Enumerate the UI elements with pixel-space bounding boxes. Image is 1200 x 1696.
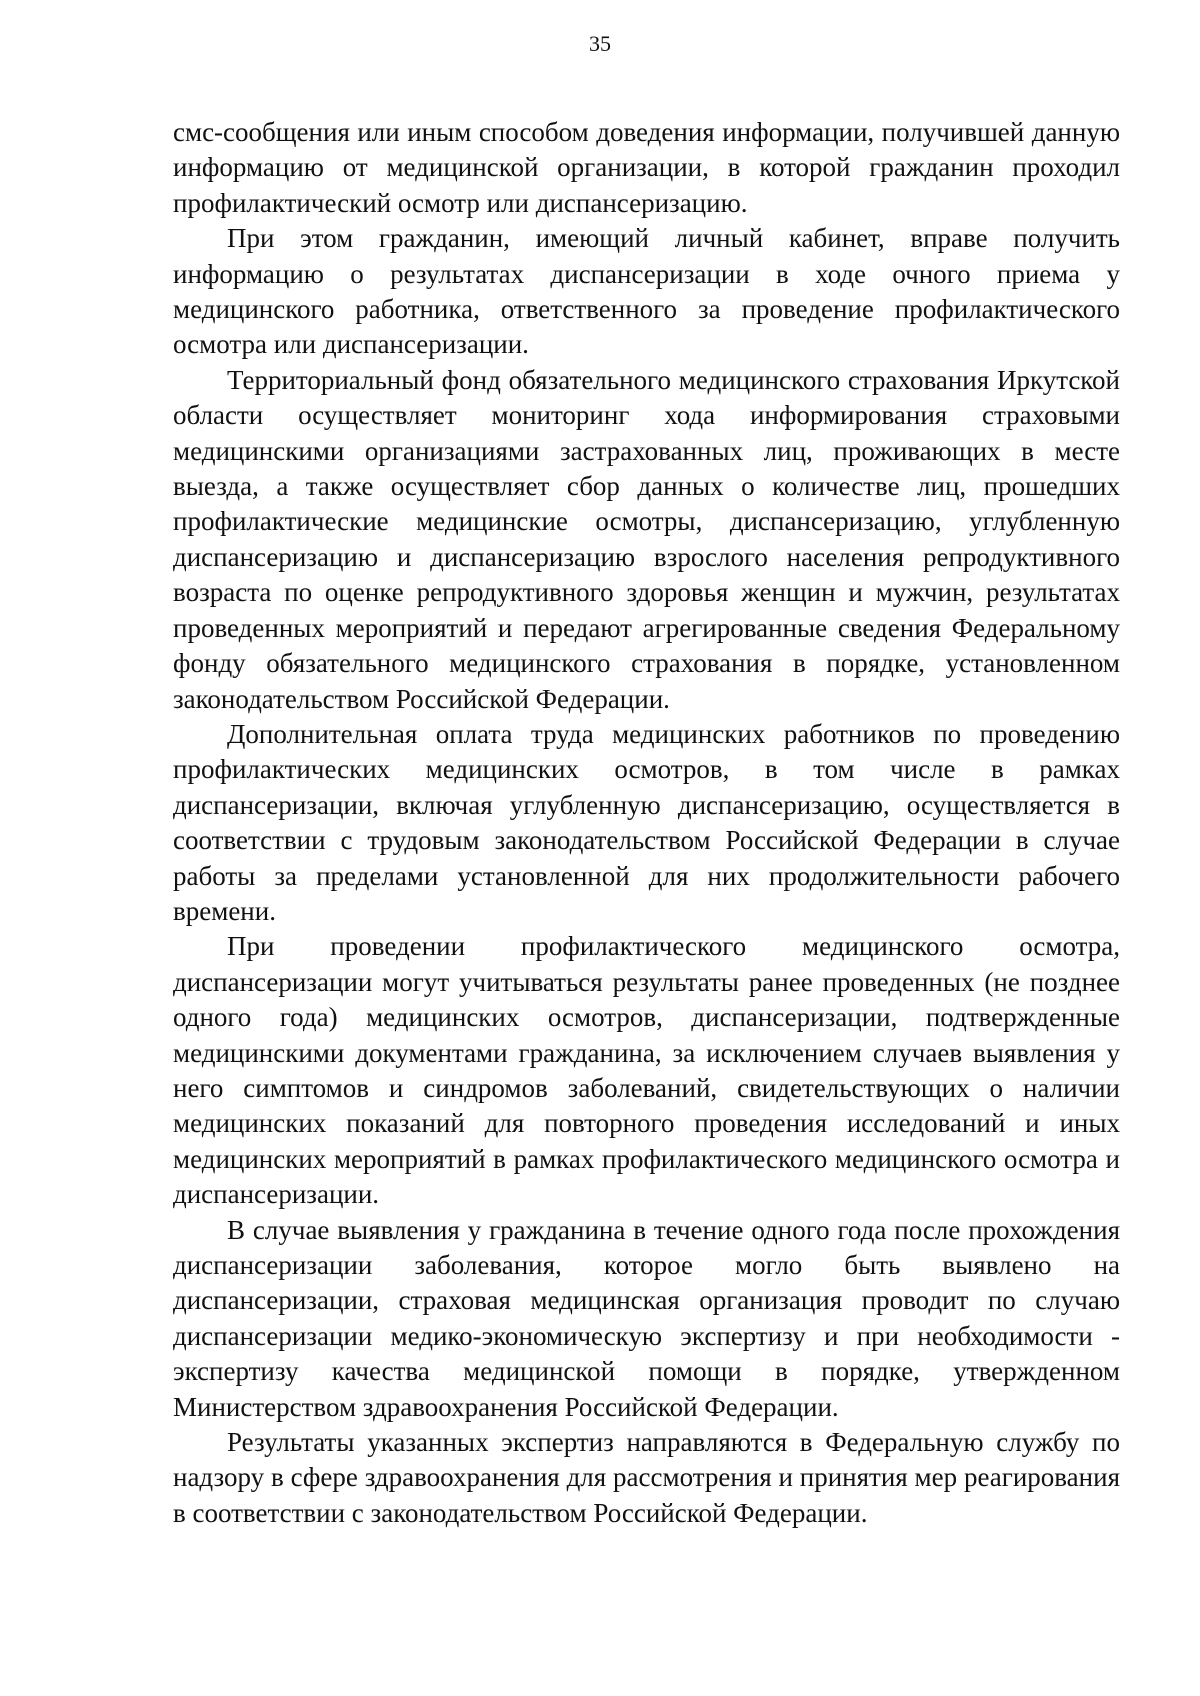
paragraph-results-referral: Результаты указанных экспертиз направляются в Федеральную службу по надзору в сфере здравоохранения для рассмотрения и принятия мер реагирования в соответствии с законодательством Российской Федерации. — [173, 1427, 1120, 1528]
page-number: 35 — [589, 31, 611, 56]
paragraph-additional-payment: Дополнительная оплата труда медицинских работников по проведению профилактических медицинских осмотров, в том числе в рамках диспансеризации, включая углубленную диспансеризацию, осуществляется в соответствии с трудовым законодательством Российской Федерации в случае работы за пределами установленной для них продолжительности рабочего времени. — [173, 718, 1120, 926]
document-body — [173, 115, 1120, 1531]
paragraph-continuation: смс-сообщения или иным способом доведения информации, получившей данную информацию от медицинской организации, в которой гражданин проходил профилактический осмотр или диспансеризацию. — [173, 117, 1120, 218]
paragraph-territorial-fund: Территориальный фонд обязательного медицинского страхования Иркутской области осуществляет мониторинг хода информирования страховыми медицинскими организациями застрахованных лиц, проживающих в месте выезда, а также осуществляет сбор данных о количестве лиц, прошедших профилактические медицинские осмотры, диспансеризацию, углубленную диспансеризацию и диспансеризацию взрослого населения репродуктивного возраста по оценке репродуктивного здоровья женщин и мужчин, результатах проведенных мероприятий и передают агрегированные сведения Федеральному фонду обязательного медицинского страхования в порядке, установленном законодательством Российской Федерации. — [173, 364, 1120, 714]
paragraph-expertise: В случае выявления у гражданина в течение одного года после прохождения диспансеризации заболевания, которое могло быть выявлено на диспансеризации, страховая медицинская организация проводит по случаю диспансеризации медико-экономическую экспертизу и при необходимости - экспертизу качества медицинской помощи в порядке, утвержденном Министерством здравоохранения Российской Федерации. — [173, 1214, 1120, 1422]
paragraph-previous-results: При проведении профилактического медицинского осмотра, диспансеризации могут учитываться результаты ранее проведенных (не позднее одного года) медицинских осмотров, диспансеризации, подтвержденные медицинскими документами гражданина, за исключением случаев выявления у него симптомов и синдромов заболеваний, свидетельствующих о наличии медицинских показаний для повторного проведения исследований и иных медицинских мероприятий в рамках профилактического медицинского осмотра и диспансеризации. — [173, 931, 1120, 1210]
paragraph-personal-cabinet: При этом гражданин, имеющий личный кабинет, вправе получить информацию о результатах диспансеризации в ходе очного приема у медицинского работника, ответственного за проведение профилактического осмотра или диспансеризации. — [173, 223, 1120, 360]
